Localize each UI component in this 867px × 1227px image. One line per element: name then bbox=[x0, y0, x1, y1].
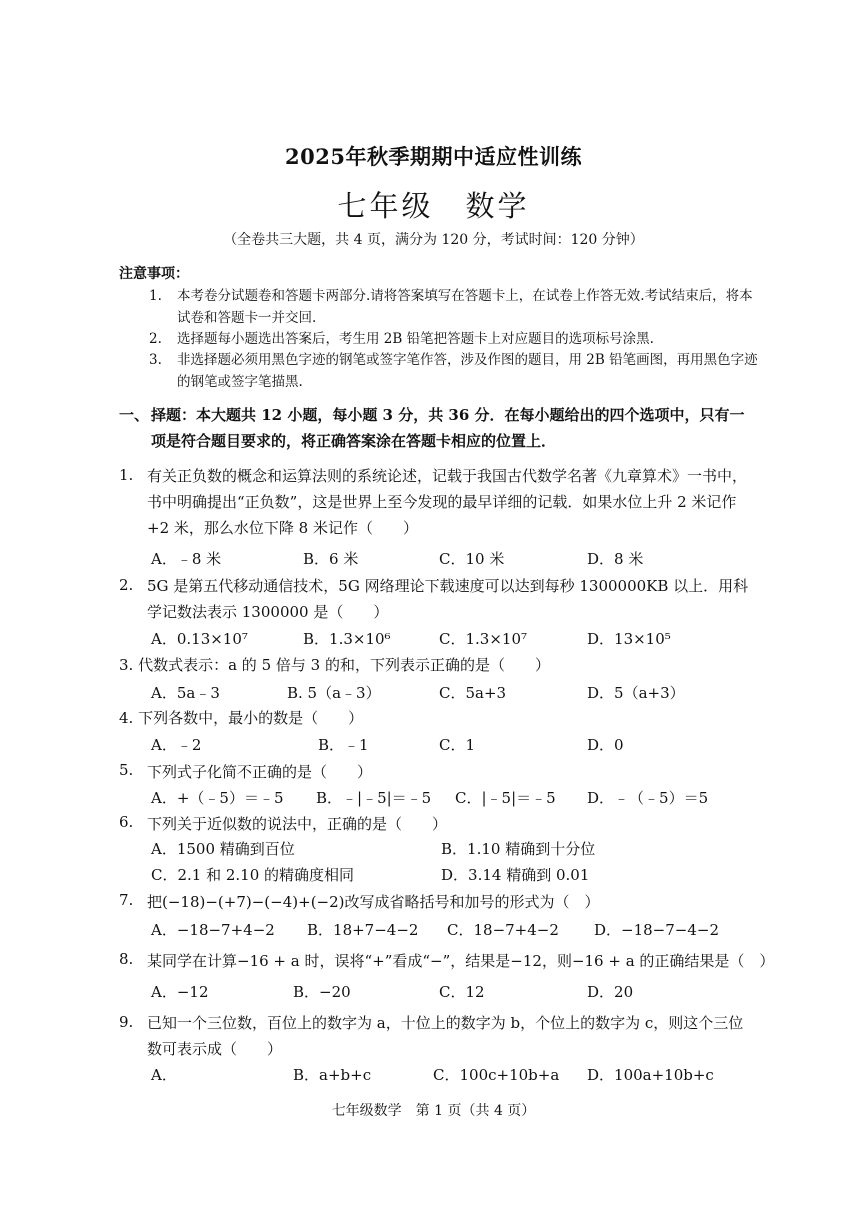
notice-item-text: 本考卷分试题卷和答题卡两部分.请将答案填写在答题卡上，在试卷上作答无效.考试结束后，将本试卷和答题卡一并交回. bbox=[177, 288, 753, 326]
option-c: C．1.3×10⁷ bbox=[439, 630, 528, 648]
question-number: 9. bbox=[119, 1013, 134, 1031]
notice-item bbox=[149, 285, 759, 329]
question-number: 8. bbox=[119, 950, 134, 968]
subject-label: 数学 bbox=[465, 189, 530, 223]
option-a: A．−18−7+4−2 bbox=[151, 921, 275, 939]
option-d: D．20 bbox=[587, 983, 634, 1001]
section-number: 一、 bbox=[119, 406, 150, 424]
option-d: D．100a+10b+c bbox=[587, 1066, 714, 1084]
option-d: D．3.14 精确到 0.01 bbox=[441, 866, 590, 884]
option-a: A．5a﹣3 bbox=[151, 684, 220, 702]
option-b: B．1.10 精确到十分位 bbox=[441, 840, 596, 858]
question-text: 下列各数中，最小的数是（ ） bbox=[138, 709, 364, 727]
question-number: 5. bbox=[119, 761, 134, 779]
option-a: A． bbox=[151, 1066, 177, 1084]
notice-item-text: 选择题每小题选出答案后，考生用 2B 铅笔把答题卡上对应题目的选项标号涂黑. bbox=[177, 331, 654, 347]
notice-item-text: 非选择题必须用黑色字迹的钢笔或签字笔作答，涉及作图的题目，用 2B 铅笔画图，再用黑色字迹的钢笔或签字笔描黑. bbox=[177, 352, 758, 390]
question-text: 某同学在计算−16 + a 时，误将“+”看成“−”，结果是−12，则−16 + a 的正确结果是（ ） bbox=[147, 952, 775, 970]
question-text: 5G 是第五代移动通信技术，5G 网络理论下载速度可以达到每秒 1300000KB 以上．用科学记数法表示 1300000 是（ ） bbox=[147, 577, 749, 621]
question-line bbox=[119, 654, 550, 675]
question-number: 3. bbox=[119, 656, 134, 674]
question-text: 代数式表示：a 的 5 倍与 3 的和，下列表示正确的是（ ） bbox=[138, 656, 550, 674]
question-number: 2. bbox=[119, 576, 134, 594]
section-text: 择题：本大题共 12 小题，每小题 3 分，共 36 分．在每小题给出的四个选项中，只有一项是符合题目要求的，将正确答案涂在答题卡相应的位置上． bbox=[151, 406, 745, 450]
grade-label: 七年级 bbox=[337, 189, 434, 223]
question-number: 4. bbox=[119, 709, 134, 727]
notice-heading: 注意事项： bbox=[119, 266, 189, 282]
question-text: 下列关于近似数的说法中，正确的是（ ） bbox=[147, 815, 448, 833]
option-c: C．10 米 bbox=[439, 550, 505, 568]
option-b: B．18+7−4−2 bbox=[307, 921, 419, 939]
option-b: B．1.3×10⁶ bbox=[303, 630, 391, 648]
option-b: B．a+b+c bbox=[293, 1066, 372, 1084]
option-a: A．1500 精确到百位 bbox=[151, 840, 295, 858]
notice-item-number: 1. bbox=[149, 288, 162, 304]
option-d: D．−18−7−4−2 bbox=[594, 921, 720, 939]
question-text: 把(−18)−(+7)−(−4)+(−2)改写成省略括号和加号的形式为（ ） bbox=[147, 893, 600, 911]
notice-item-number: 2. bbox=[149, 331, 162, 347]
option-c: C．18−7+4−2 bbox=[447, 921, 559, 939]
question-number: 7. bbox=[119, 891, 134, 909]
option-a: A．0.13×10⁷ bbox=[151, 630, 248, 648]
notice-item bbox=[149, 349, 759, 393]
question-text: 已知一个三位数，百位上的数字为 a，十位上的数字为 b，个位上的数字为 c，则这个三位数可表示成（ ） bbox=[147, 1014, 744, 1058]
question-text: 有关正负数的概念和运算法则的系统论述，记载于我国古代数学名著《九章算术》一书中，书中明确提出“正负数”，这是世界上至今发现的最早详细的记载．如果水位上升 2 米记作 +2 米，那么水位下降 8 米记作（ ） bbox=[147, 467, 748, 537]
option-b: B. 5（a﹣3） bbox=[287, 684, 381, 702]
option-c: C．5a+3 bbox=[439, 684, 507, 702]
question-number: 6. bbox=[119, 813, 134, 831]
question-text: 下列式子化简不正确的是（ ） bbox=[147, 763, 373, 781]
question-line bbox=[119, 707, 363, 728]
option-c: C．1 bbox=[439, 736, 476, 754]
notice-item-number: 3. bbox=[149, 352, 162, 368]
subject-title bbox=[0, 184, 867, 225]
option-c: C．12 bbox=[439, 983, 485, 1001]
option-d: D．13×10⁵ bbox=[587, 630, 671, 648]
option-d: D．5（a+3） bbox=[587, 684, 685, 702]
option-d: D．0 bbox=[587, 736, 624, 754]
option-b: B．﹣|﹣5|＝﹣5 bbox=[316, 789, 432, 807]
option-d: D．8 米 bbox=[587, 550, 644, 568]
option-b: B．−20 bbox=[293, 983, 351, 1001]
option-a: A．﹣2 bbox=[151, 736, 202, 754]
option-b: B．﹣1 bbox=[318, 736, 369, 754]
exam-info: （全卷共三大题，共 4 页，满分为 120 分，考试时间：120 分钟） bbox=[223, 232, 644, 248]
option-a: A．−12 bbox=[151, 983, 209, 1001]
option-c: C．100c+10b+a bbox=[433, 1066, 560, 1084]
option-b: B．6 米 bbox=[303, 550, 359, 568]
page-footer: 七年级数学 第 1 页（共 4 页） bbox=[331, 1103, 536, 1119]
option-c: C．|﹣5|＝﹣5 bbox=[455, 789, 556, 807]
notice-item bbox=[149, 328, 759, 350]
exam-title: 2025年秋季期期中适应性训练 bbox=[285, 144, 582, 169]
option-a: A．﹣8 米 bbox=[151, 550, 222, 568]
option-c: C．2.1 和 2.10 的精确度相同 bbox=[151, 866, 355, 884]
option-a: A．+（﹣5）＝﹣5 bbox=[151, 789, 284, 807]
question-number: 1. bbox=[119, 466, 134, 484]
option-d: D．﹣（﹣5）＝5 bbox=[587, 789, 709, 807]
section-heading bbox=[119, 402, 759, 454]
